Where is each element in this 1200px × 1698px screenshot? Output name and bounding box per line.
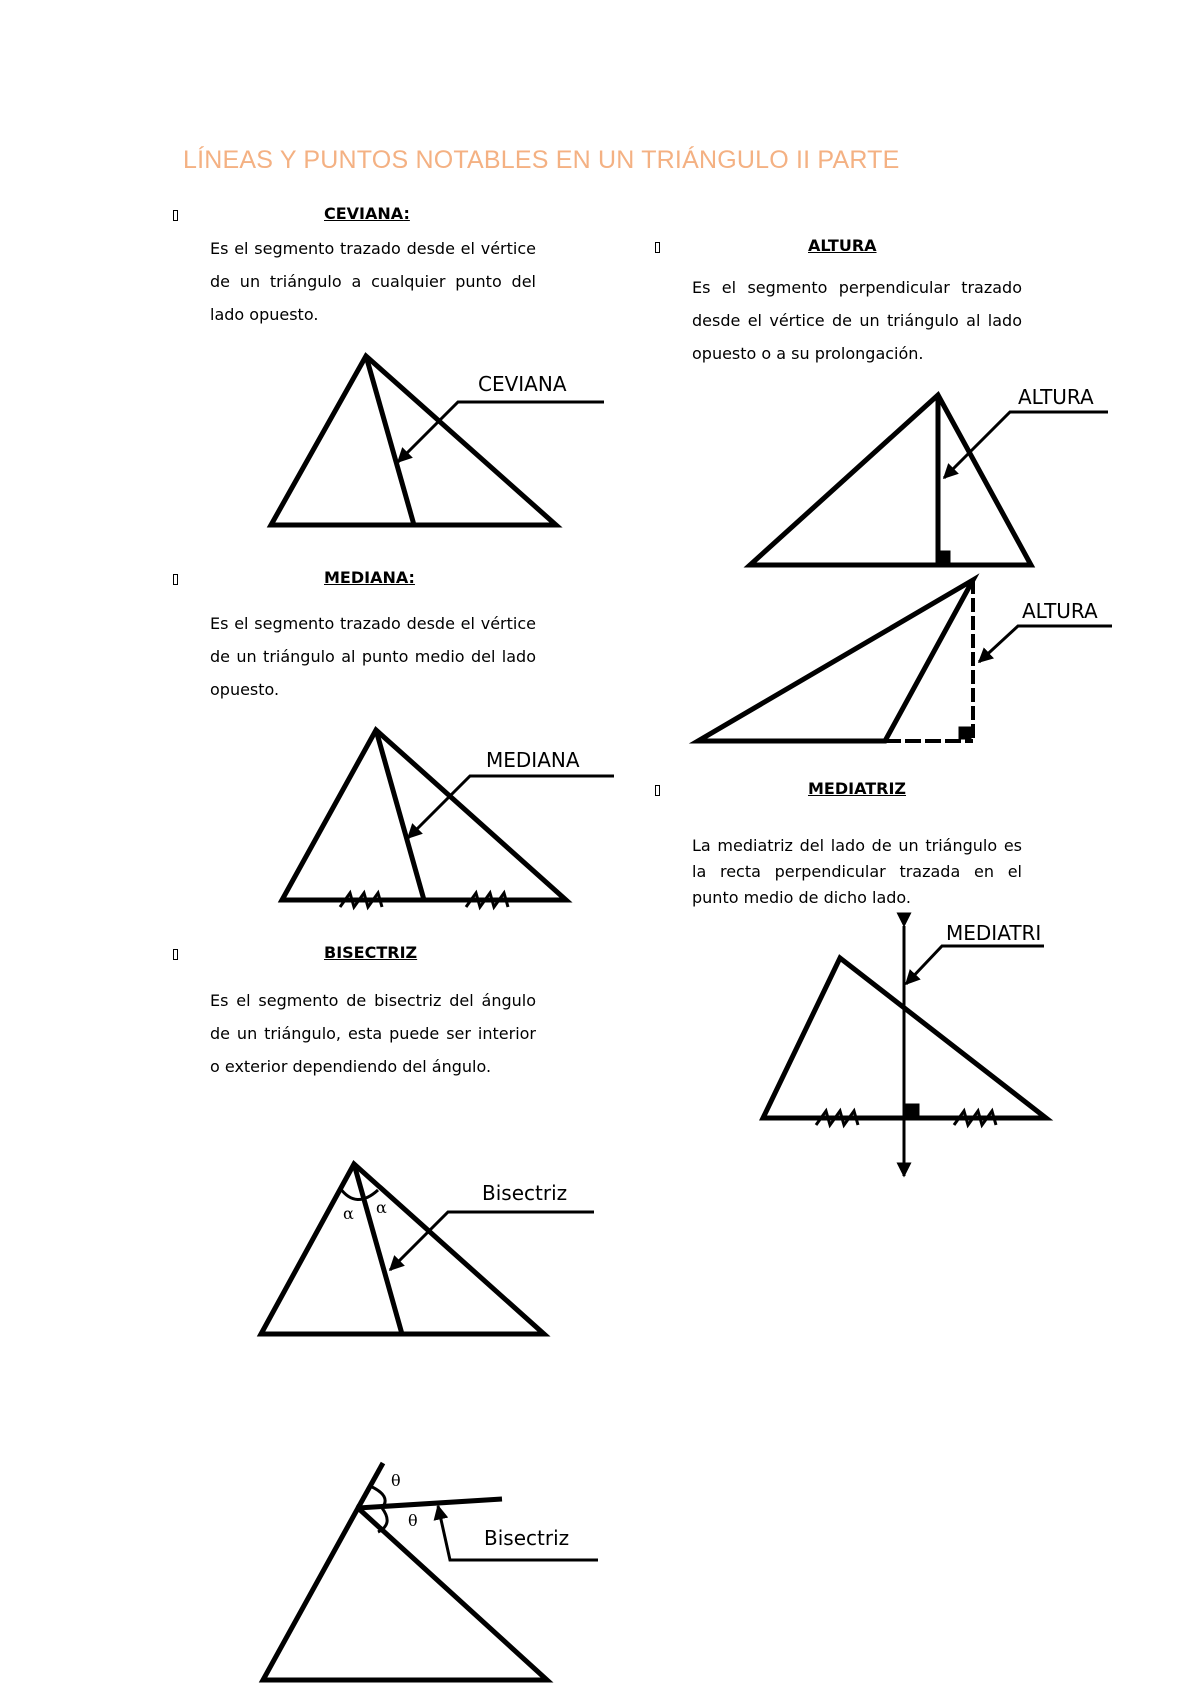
- bisectriz-text: Es el segmento de bisectriz del ángulo de un triángulo, esta puede ser interior o exterior dependiendo del ángulo.: [210, 991, 536, 1076]
- altura-triangle-2: [698, 580, 973, 741]
- mediana-heading-text: MEDIANA: [324, 568, 409, 587]
- altura-text: Es el segmento perpendicular trazado desde el vértice de un triángulo al lado opuesto o a su prolongación.: [692, 278, 1022, 363]
- altura-triangle-1: [750, 395, 1031, 565]
- ceviana-segment: [366, 356, 414, 525]
- bisectriz-theta-upper: θ: [391, 1471, 401, 1490]
- bisectriz-exterior-segment: [358, 1499, 502, 1508]
- altura-right-angle-2: [959, 727, 971, 739]
- mediatriz-figure-label: MEDIATRI: [946, 921, 1042, 945]
- bisectriz-theta-lower: θ: [408, 1511, 418, 1530]
- mediana-text: Es el segmento trazado desde el vértice de un triángulo al punto medio del lado opuesto.: [210, 614, 536, 699]
- bisectriz-exterior-figure: [263, 1463, 598, 1680]
- mediatriz-figure: [763, 926, 1046, 1176]
- mediatriz-heading: MEDIATRIZ: [808, 779, 907, 798]
- ceviana-heading-colon: :: [403, 204, 410, 223]
- ceviana-figure-label: CEVIANA: [478, 372, 567, 396]
- bisectriz-exterior-label: Bisectriz: [484, 1526, 570, 1550]
- mediana-segment: [376, 730, 424, 900]
- altura-pointer-1: [944, 412, 1108, 478]
- bisectriz-alpha-right: α: [376, 1198, 387, 1217]
- mediana-heading-colon: :: [408, 568, 415, 587]
- page-title: LÍNEAS Y PUNTOS NOTABLES EN UN TRIÁNGULO II PARTE: [183, 146, 900, 174]
- altura-figure-1: [750, 395, 1108, 565]
- altura-figure-label-2: ALTURA: [1022, 599, 1098, 623]
- altura-heading: ALTURA: [808, 236, 877, 255]
- ceviana-heading-text: CEVIANA: [324, 204, 404, 223]
- ceviana-text: Es el segmento trazado desde el vértice de un triángulo a cualquier punto del lado opuesto.: [210, 239, 536, 324]
- mediatriz-right-angle: [906, 1104, 919, 1117]
- bisectriz-interior-segment: [354, 1164, 402, 1334]
- bisectriz-interior-label: Bisectriz: [482, 1181, 568, 1205]
- bisectriz-heading: BISECTRIZ: [324, 943, 418, 962]
- bisectriz-alpha-left: α: [343, 1204, 354, 1223]
- mediana-figure-label: MEDIANA: [486, 748, 580, 772]
- mediatriz-pointer: [906, 946, 1044, 984]
- altura-figure-label-1: ALTURA: [1018, 385, 1094, 409]
- altura-right-angle-1: [938, 551, 950, 563]
- mediatriz-text: La mediatriz del lado de un triángulo es la recta perpendicular trazada en el punto medio de dicho lado.: [692, 836, 1022, 907]
- altura-pointer-2: [979, 626, 1112, 662]
